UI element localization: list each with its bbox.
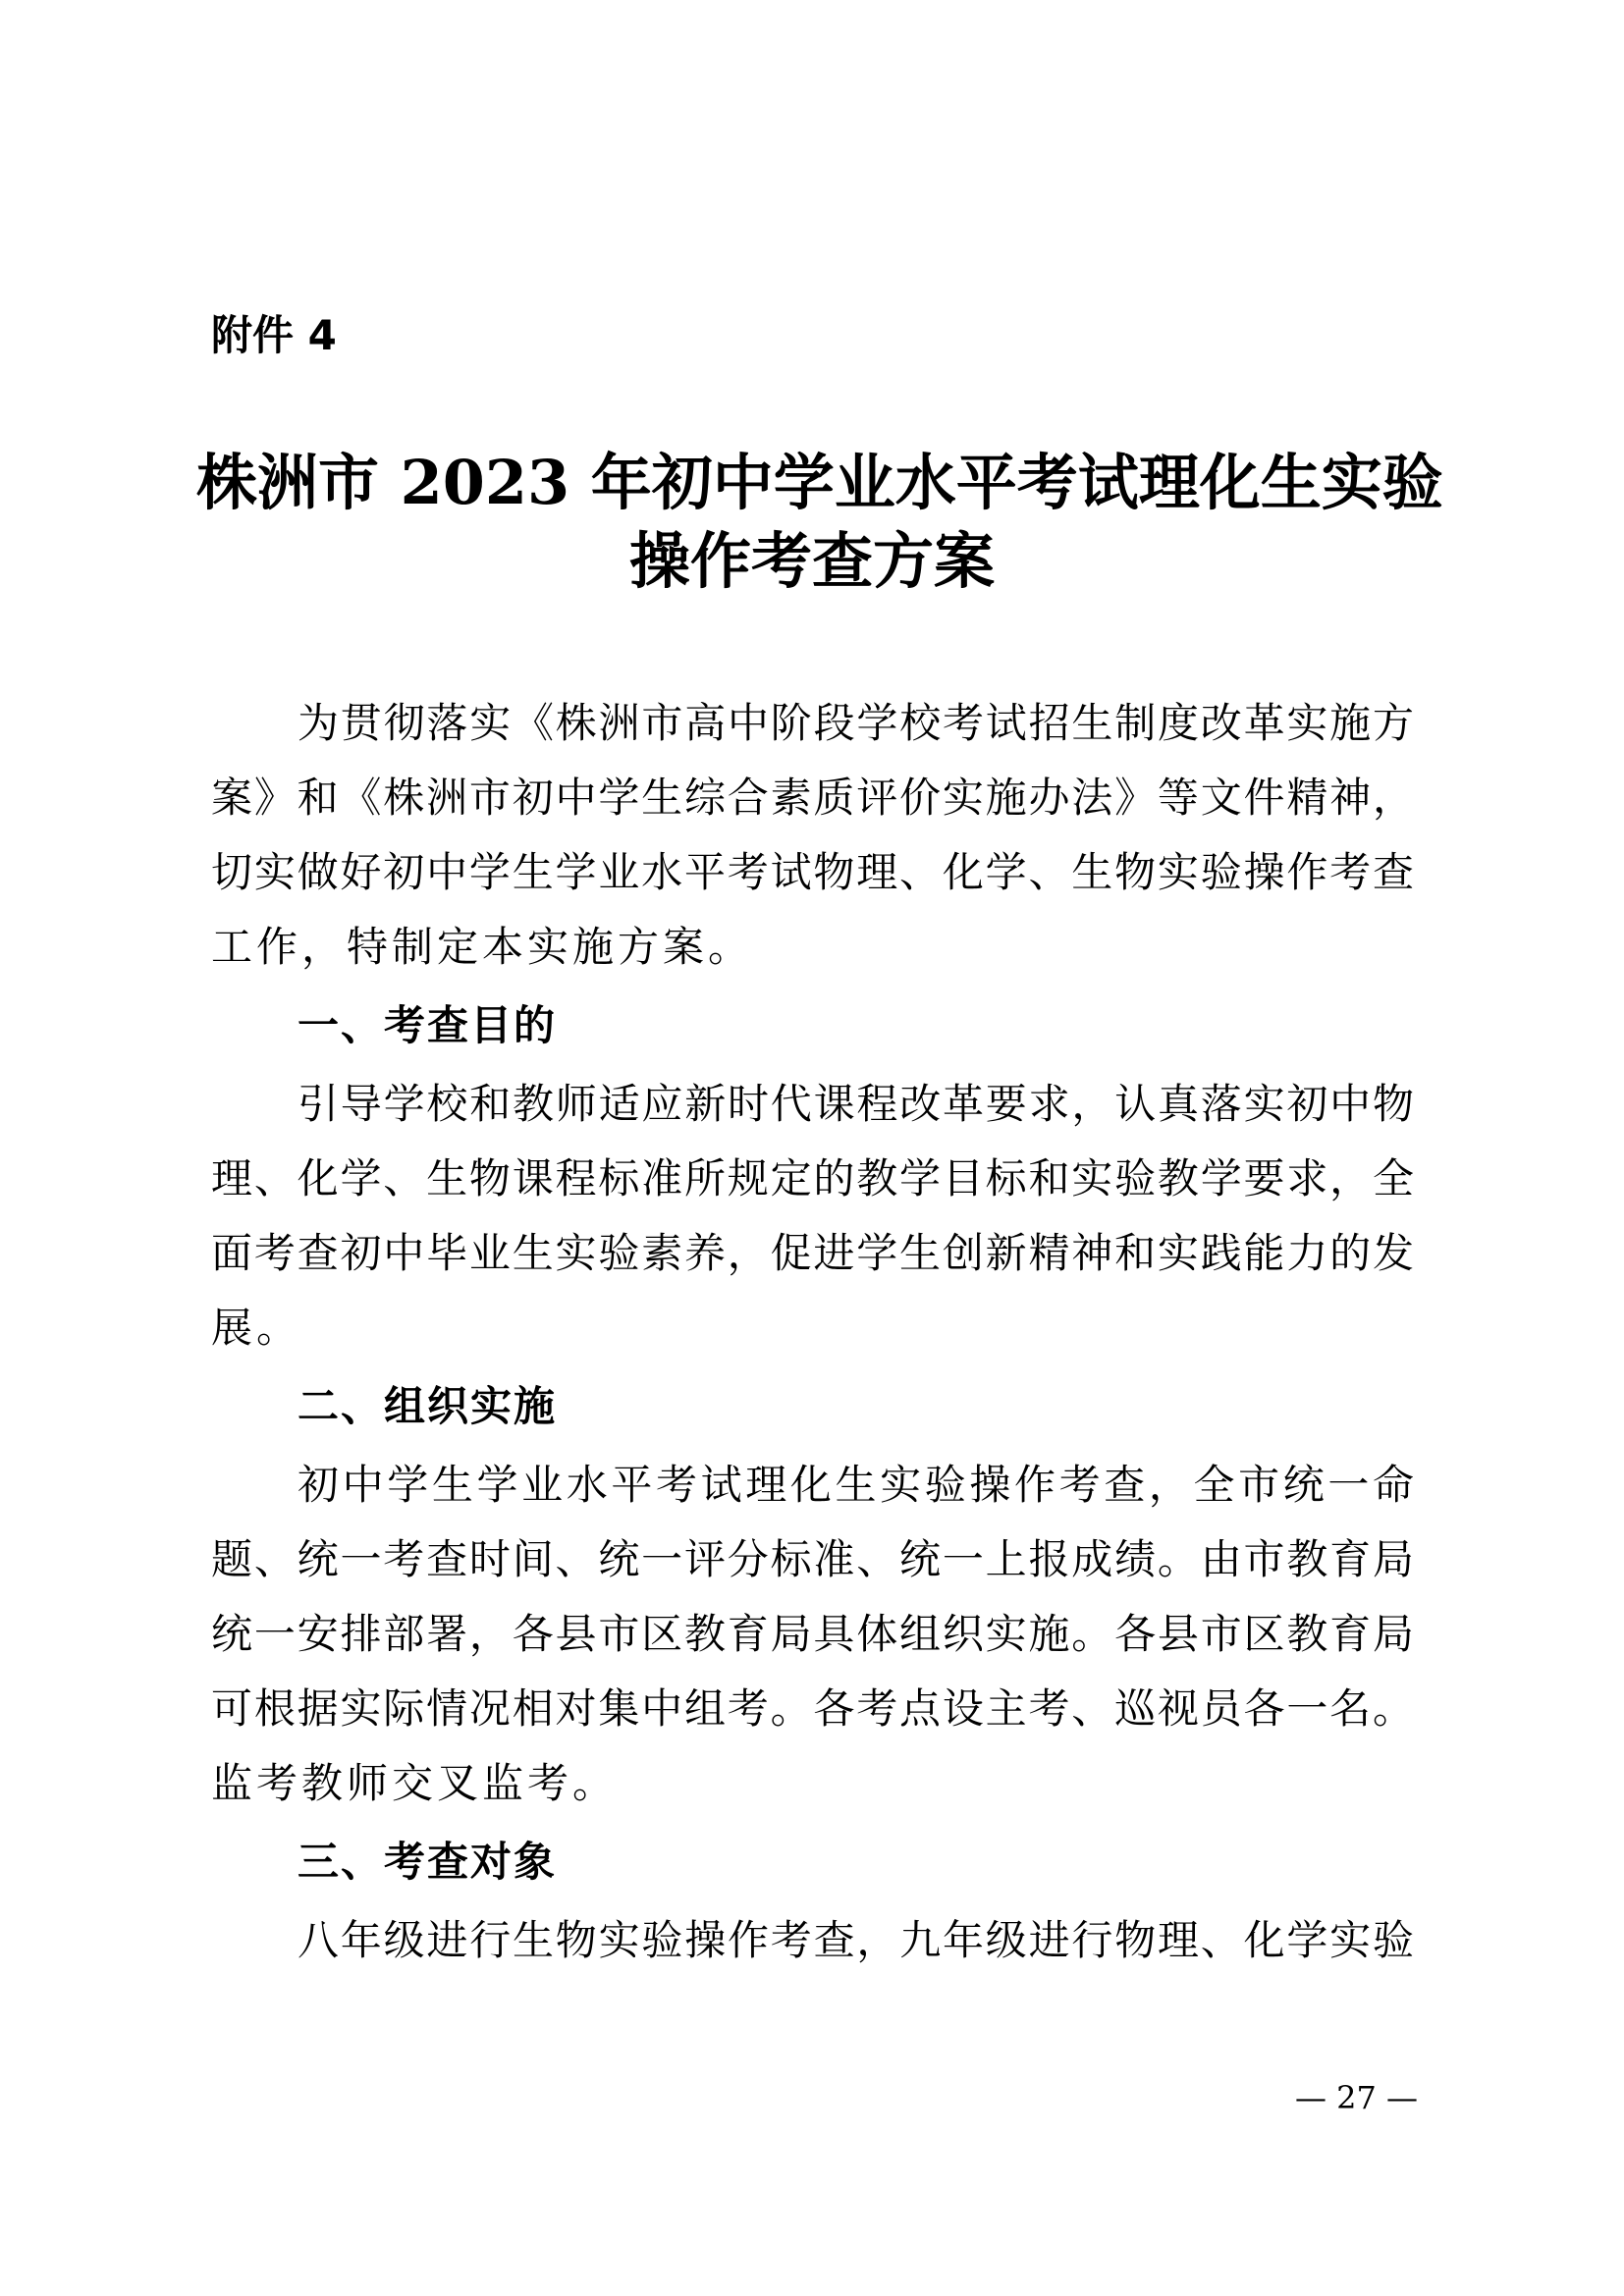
- intro-line: 切实做好初中学生学业水平考试物理、化学、生物实验操作考查: [211, 848, 1414, 896]
- document-title-line-2: 操作考查方案: [628, 525, 995, 597]
- document-title-line-1: 株洲市 2023 年初中学业水平考试理化生实验: [196, 447, 1443, 518]
- section-heading-targets: 三、考查对象: [298, 1838, 558, 1886]
- section-heading-objective: 一、考查目的: [298, 1001, 558, 1049]
- intro-line: 案》和《株洲市初中学生综合素质评价实施办法》等文件精神，: [211, 774, 1414, 822]
- intro-line: 为贯彻落实《株洲市高中阶段学校考试招生制度改革实施方: [298, 699, 1414, 747]
- section-line: 面考查初中毕业生实验素养，促进学生创新精神和实践能力的发: [211, 1229, 1414, 1277]
- section-line: 展。: [211, 1304, 302, 1352]
- section-line: 理、化学、生物课程标准所规定的教学目标和实验教学要求，全: [211, 1154, 1414, 1202]
- section-line: 监考教师交叉监考。: [211, 1759, 619, 1807]
- section-line: 可根据实际情况相对集中组考。各考点设主考、巡视员各一名。: [211, 1684, 1414, 1733]
- page-number: — 27 —: [1294, 2079, 1418, 2116]
- section-line: 统一安排部署，各县市区教育局具体组织实施。各县市区教育局: [211, 1610, 1414, 1658]
- intro-line: 工作，特制定本实施方案。: [211, 923, 754, 971]
- section-line: 引导学校和教师适应新时代课程改革要求，认真落实初中物: [298, 1080, 1414, 1128]
- section-heading-organization: 二、组织实施: [298, 1382, 558, 1430]
- section-line: 题、统一考查时间、统一评分标准、统一上报成绩。由市教育局: [211, 1535, 1414, 1583]
- attachment-label: 附件 4: [211, 311, 337, 359]
- section-line: 初中学生学业水平考试理化生实验操作考查，全市统一命: [298, 1461, 1414, 1509]
- section-line: 八年级进行生物实验操作考查，九年级进行物理、化学实验: [298, 1916, 1414, 1964]
